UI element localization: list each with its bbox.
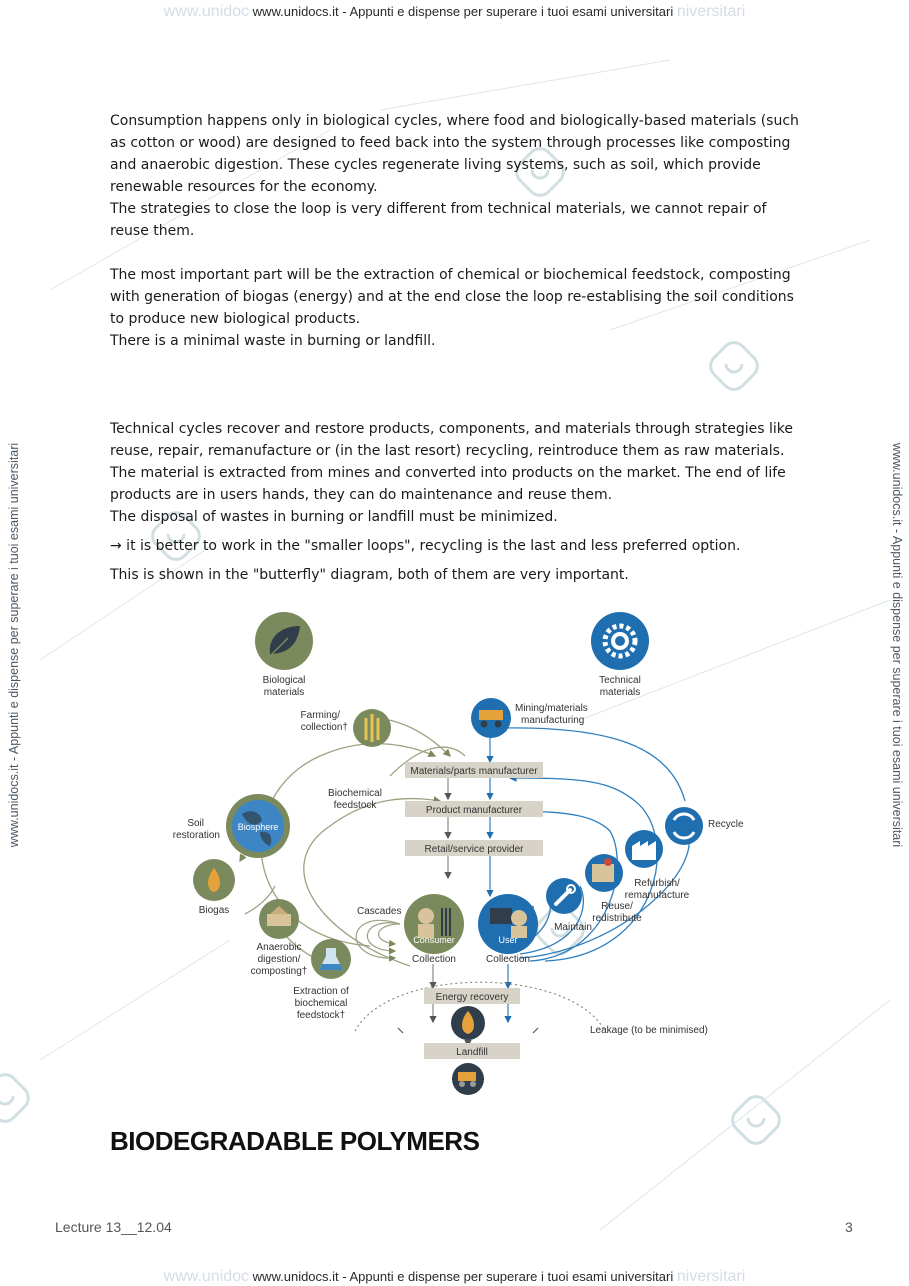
farming-wheat-icon xyxy=(353,709,391,747)
watermark-ghost-right: niversitari xyxy=(676,3,746,20)
label-reuse: Reuse/ redistribute xyxy=(592,901,642,924)
recycle-icon xyxy=(665,807,703,845)
label-refurbish: Refurbish/ remanufacture xyxy=(624,878,690,901)
footer-lecture: Lecture 13__12.04 xyxy=(55,1219,172,1235)
box-landfill xyxy=(424,1043,520,1059)
svg-text:Landfill: Landfill xyxy=(456,1047,488,1058)
label-farming: Farming/ collection† xyxy=(300,710,348,733)
label-leakage: Leakage (to be minimised) xyxy=(590,1025,708,1036)
box-energy-recovery xyxy=(424,988,520,1004)
watermark-side-left: www.unidocs.it - Appunti e dispense per superare i tuoi esami universitari xyxy=(7,442,21,848)
box-product-manufacturer xyxy=(405,801,543,817)
label-soil-restoration: Soil restoration xyxy=(172,818,220,841)
technical-materials-gear-icon xyxy=(591,612,649,670)
paragraph: The disposal of wastes in burning or landfill must be minimized. xyxy=(110,509,558,525)
label-recycle: Recycle xyxy=(708,819,744,830)
unidocs-logo-icon xyxy=(0,1070,33,1127)
watermark-ghost-left: www.unidoc xyxy=(163,3,250,20)
paragraph: The most important part will be the extraction of chemical or biochemical feedstock, composting with generation of biogas (energy) and at the end close the loop re-establising the soil conditions to produce new biological products. xyxy=(110,267,794,327)
refurbish-factory-icon xyxy=(625,830,663,868)
box-materials-parts xyxy=(405,762,543,778)
body-text xyxy=(110,110,800,586)
label-user: User xyxy=(498,935,518,945)
watermark-ghost-right-bottom: niversitari xyxy=(676,1268,746,1285)
unidocs-logo-icon xyxy=(728,1092,785,1149)
paragraph: The material is extracted from mines and converted into products on the market. The end of life products are in users hands, they can do maintenance and reuse them. xyxy=(110,465,786,503)
energy-flame-icon xyxy=(451,1006,485,1040)
section-title: BIODEGRADABLE POLYMERS xyxy=(110,1126,480,1156)
paragraph: This is shown in the "butterfly" diagram, both of them are very important. xyxy=(110,567,629,583)
user-icon xyxy=(478,894,538,954)
label-technical-materials: Technical materials xyxy=(599,675,641,698)
watermark-footer-text: www.unidocs.it - Appunti e dispense per superare i tuoi esami universitari xyxy=(252,1269,674,1284)
label-maintain: Maintain xyxy=(554,922,592,933)
paragraph: Consumption happens only in biological cycles, where food and biologically-based materials (such as cotton or wood) are designed to feed back into the system through processes like composting and anaerobic digestion. These cycles regenerate living systems, such as soil, which provide renewable resources for the economy. xyxy=(110,113,799,195)
paragraph: → it is better to work in the "smaller loops", recycling is the last and less preferred option. xyxy=(110,538,741,554)
paragraph: There is a minimal waste in burning or landfill. xyxy=(110,333,436,349)
watermark-ghost-left-bottom: www.unidoc xyxy=(163,1268,250,1285)
landfill-truck-icon xyxy=(452,1063,484,1095)
biological-materials-icon xyxy=(255,612,313,670)
label-biosphere: Biosphere xyxy=(237,822,279,832)
reuse-box-icon xyxy=(585,854,623,892)
maintain-wrench-icon xyxy=(546,878,582,914)
extraction-flask-icon xyxy=(311,939,351,979)
biogas-flame-icon xyxy=(193,859,235,901)
footer-page-number: 3 xyxy=(845,1219,853,1235)
label-mining: Mining/materials manufacturing xyxy=(515,703,588,726)
label-consumer: Consumer xyxy=(413,935,455,945)
mining-truck-icon xyxy=(471,698,511,738)
box-retail-service-provider xyxy=(405,840,543,856)
label-biochemical-feedstock: Biochemical feedstock xyxy=(328,788,382,811)
paragraph: The strategies to close the loop is very different from technical materials, we cannot repair of reuse them. xyxy=(110,201,767,239)
consumer-icon xyxy=(404,894,464,954)
label-collection-right: Collection xyxy=(486,954,530,965)
label-extraction: Extraction of biochemical feedstock† xyxy=(293,986,349,1021)
label-biogas: Biogas xyxy=(198,905,230,916)
label-cascades: Cascades xyxy=(357,906,402,917)
label-anaerobic: Anaerobic digestion/ composting† xyxy=(250,942,308,977)
anaerobic-compost-icon xyxy=(259,899,299,939)
paragraph: Technical cycles recover and restore products, components, and materials through strategies like reuse, repair, remanufacture or (in the last resort) recycling, reintroduce them as raw materials. xyxy=(110,421,794,459)
watermark-header-text: www.unidocs.it - Appunti e dispense per superare i tuoi esami universitari xyxy=(252,4,674,19)
svg-text:Retail/service provider: Retail/service provider xyxy=(424,844,524,855)
biosphere-globe-icon xyxy=(226,794,290,858)
svg-text:Energy recovery: Energy recovery xyxy=(435,992,509,1003)
label-collection-left: Collection xyxy=(412,954,456,965)
svg-text:Product manufacturer: Product manufacturer xyxy=(425,805,523,816)
label-biological-materials: Biological materials xyxy=(262,675,306,698)
watermark-side-right: www.unidocs.it - Appunti e dispense per superare i tuoi esami universitari xyxy=(890,442,904,848)
butterfly-diagram xyxy=(172,606,750,1096)
svg-text:Materials/parts manufacturer: Materials/parts manufacturer xyxy=(410,766,538,777)
